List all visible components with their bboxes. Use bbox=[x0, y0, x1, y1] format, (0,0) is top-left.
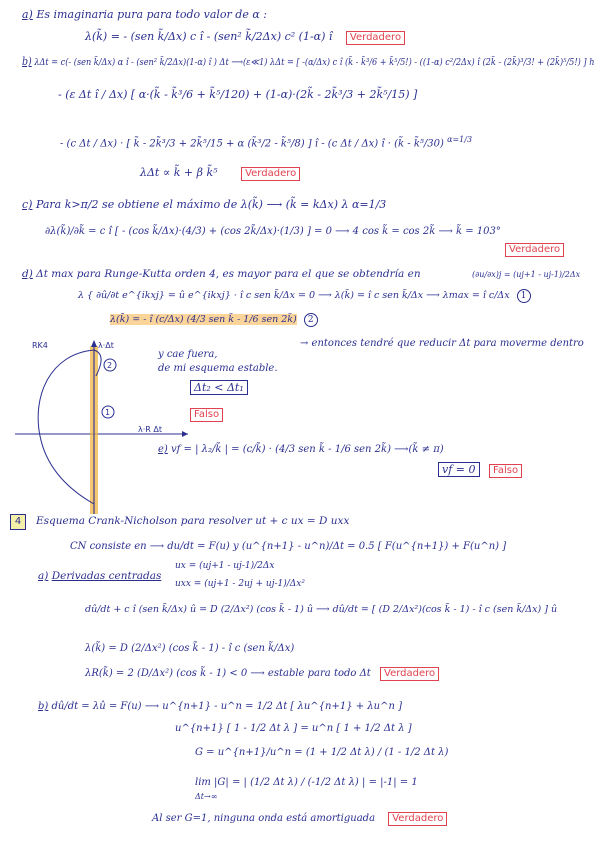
part-e-boxed-row bbox=[438, 462, 522, 478]
section-4b-eq3: G = u^{n+1}/u^n = (1 + 1/2 Δt λ) / (1 - 1/2 Δt λ) bbox=[195, 747, 449, 758]
part-b-line3 bbox=[60, 133, 472, 150]
part-d-text2: de mi esquema estable. bbox=[158, 363, 278, 374]
part-c-verdict: Verdadero bbox=[505, 243, 564, 257]
graph-rk-label: RK4 bbox=[32, 341, 48, 350]
part-d-formula1-row bbox=[78, 289, 531, 303]
section-4a-ux: ux = (uj+1 - uj-1)/2Δx bbox=[175, 561, 275, 571]
section-4-title: Esquema Crank-Nicholson para resolver ut + c ux = D uxx bbox=[36, 515, 350, 527]
section-4a-eq3-row bbox=[85, 667, 439, 681]
part-a-label: a) bbox=[22, 8, 33, 21]
section-4a-uxx: uxx = (uj+1 - 2uj + uj-1)/Δx² bbox=[175, 579, 305, 589]
part-c-verdict-row bbox=[505, 242, 564, 257]
section-4b-conclusion: Al ser G=1, ninguna onda está amortiguada bbox=[152, 813, 376, 824]
section-4-number: 4 bbox=[10, 514, 26, 530]
part-e-verdict: Falso bbox=[489, 464, 522, 478]
part-b-eq4: λΔt ∝ k̃ + β k̃⁵ bbox=[140, 166, 218, 179]
graph-marker-1-text: 1 bbox=[105, 408, 111, 417]
part-b-line4 bbox=[140, 166, 300, 181]
part-d-verdict: Falso bbox=[190, 408, 223, 422]
graph-x-label: λ·R Δt bbox=[138, 425, 162, 434]
section-4b-eq2: u^{n+1} [ 1 - 1/2 Δt λ ] = u^n [ 1 + 1/2 Δt λ ] bbox=[175, 723, 412, 734]
real-axis-arrow-icon bbox=[182, 431, 188, 437]
part-e-label: e) bbox=[158, 444, 168, 455]
graph-y-label: λ·Δt bbox=[98, 341, 114, 350]
section-4b-eq4-sub: Δt→∞ bbox=[195, 792, 218, 801]
part-e-boxed: vf = 0 bbox=[438, 462, 480, 477]
section-4a-title-row bbox=[38, 570, 161, 583]
part-d-text3: y cae fuera, bbox=[158, 349, 218, 360]
part-a-text: Es imaginaria pura para todo valor de α : bbox=[36, 8, 267, 21]
part-b-eq1: λΔt = c(- (sen k̃/Δx) α î - (sen² k̃/2Δx)(1-α) î ) Δt ⟶(ε≪1) λΔt = [ -(α/Δx) c î (k̃ - k̃³/6 + k̃⁵/5!) - ((1-α) c²/2Δx) î (2k̃ - (2k̃)³/3! + (2k̃)⁵/5!) ] h bbox=[34, 57, 595, 68]
part-c-statement bbox=[22, 198, 386, 211]
part-b-line2: - (ε Δt î / Δx) [ α·(k̃ - k̃³/6 + k̃⁵/120) + (1-α)·(2k̃ - 2k̃³/3 + 2k̃⁵/15) ] bbox=[58, 88, 418, 101]
section-4b-row1 bbox=[38, 700, 402, 713]
section-4a-title: Derivadas centradas bbox=[51, 570, 162, 582]
section-4a-label: a) bbox=[38, 570, 49, 582]
graph-marker-2-text: 2 bbox=[107, 361, 113, 370]
part-b-label: b) bbox=[22, 55, 32, 68]
marker-2-icon: 2 bbox=[304, 313, 318, 327]
part-d-aside: (∂u/∂x)j = (uj+1 - uj-1)/2Δx bbox=[472, 270, 581, 279]
part-a-statement bbox=[22, 8, 267, 21]
section-4b-verdict: Verdadero bbox=[388, 812, 447, 826]
section-4-cn: CN consiste en ⟶ du/dt = F(u) y (u^{n+1} - u^n)/Δt = 0.5 [ F(u^{n+1}) + F(u^n) ] bbox=[70, 541, 507, 552]
section-4b-eq4-row bbox=[195, 776, 418, 789]
part-d-formula2: λ(k̃) = - î (c/Δx) (4/3 sen k̃ - 1/6 sen 2k̃) bbox=[110, 314, 297, 325]
part-c-label: c) bbox=[22, 198, 33, 211]
part-d-boxed: Δt₂ < Δt₁ bbox=[190, 380, 248, 395]
part-a-formula: λ(k̃) = - (sen k̃/Δx) c î - (sen² k̃/2Δx) c² (1-α) î bbox=[85, 30, 333, 43]
section-4a-eq1: dû/dt + c î (sen k̃/Δx) û = D (2/Δx²) (cos k̃ - 1) û ⟶ dû/dt = [ (D 2/Δx²)(cos k̃ - 1) - î c (sen k̃/Δx) ] û bbox=[85, 604, 558, 615]
part-e-row bbox=[158, 443, 444, 456]
part-a-verdict: Verdadero bbox=[346, 31, 405, 45]
rk4-stability-curve bbox=[38, 350, 94, 504]
stability-diagram bbox=[10, 336, 200, 516]
section-4b-eq1: dû/dt = λû = F(u) ⟶ u^{n+1} - u^n = 1/2 Δt [ λu^{n+1} + λu^n ] bbox=[51, 701, 402, 712]
section-4b-conclusion-row bbox=[152, 812, 447, 826]
part-b-eq3: - (c Δt / Δx) · [ k̃ - 2k̃³/3 + 2k̃⁵/15 + α (k̃³/2 - k̃⁵/8) ] î - (c Δt / Δx) î · (k̃ - k̃⁵/30) bbox=[60, 138, 444, 150]
part-d-text1: → entonces tendré que reducir Δt para moverme dentro bbox=[300, 338, 584, 349]
part-e-formula: vf = | λ₂/k̃ | = (c/k̃) · (4/3 sen k̃ - 1/6 sen 2k̃) ⟶(k̃ ≠ π) bbox=[171, 444, 444, 455]
section-4a-eq3: λR(k̃) = 2 (D/Δx²) (cos k̃ - 1) < 0 ⟶ estable para todo Δt bbox=[85, 668, 371, 679]
marker-1-icon: 1 bbox=[517, 289, 531, 303]
section-4a-verdict: Verdadero bbox=[380, 667, 439, 681]
part-d-statement bbox=[22, 268, 421, 281]
part-c-formula: ∂λ(k̃)/∂k̃ = c î [ - (cos k̃/Δx)·(4/3) + (cos 2k̃/Δx)·(1/3) ] = 0 ⟶ 4 cos k̃ = cos 2k̃ ⟶ k̃ = 103° bbox=[45, 226, 501, 237]
part-a-formula-row bbox=[85, 30, 405, 45]
part-b-line1 bbox=[22, 55, 594, 69]
part-c-text: Para k>π/2 se obtiene el máximo de λ(k̃) ⟶ (k̃ = kΔx) λ α=1/3 bbox=[35, 198, 387, 211]
part-d-text: Δt max para Runge-Kutta orden 4, es mayor para el que se obtendría en bbox=[36, 268, 421, 280]
part-b-verdict: Verdadero bbox=[241, 167, 300, 181]
part-d-formula2-row bbox=[110, 313, 318, 327]
part-d-formula1: λ { ∂û/∂t e^{ikxj} = û e^{ikxj} · î c sen k̃/Δx = 0 ⟶ λ(k̃) = î c sen k̃/Δx ⟶ λmax = î c/Δx bbox=[78, 290, 510, 301]
part-b-sup-note: α=1/3 bbox=[447, 135, 473, 144]
section-4b-label: b) bbox=[38, 701, 49, 712]
imaginary-axis-arrow-icon bbox=[91, 340, 97, 347]
section-4a-eq2: λ(k̃) = D (2/Δx²) (cos k̃ - 1) - î c (sen k̃/Δx) bbox=[85, 643, 295, 654]
part-d-label: d) bbox=[22, 268, 33, 280]
section-4b-eq4: lim |G| = | (1/2 Δt λ) / (-1/2 Δt λ) | = |-1| = 1 bbox=[195, 777, 418, 788]
